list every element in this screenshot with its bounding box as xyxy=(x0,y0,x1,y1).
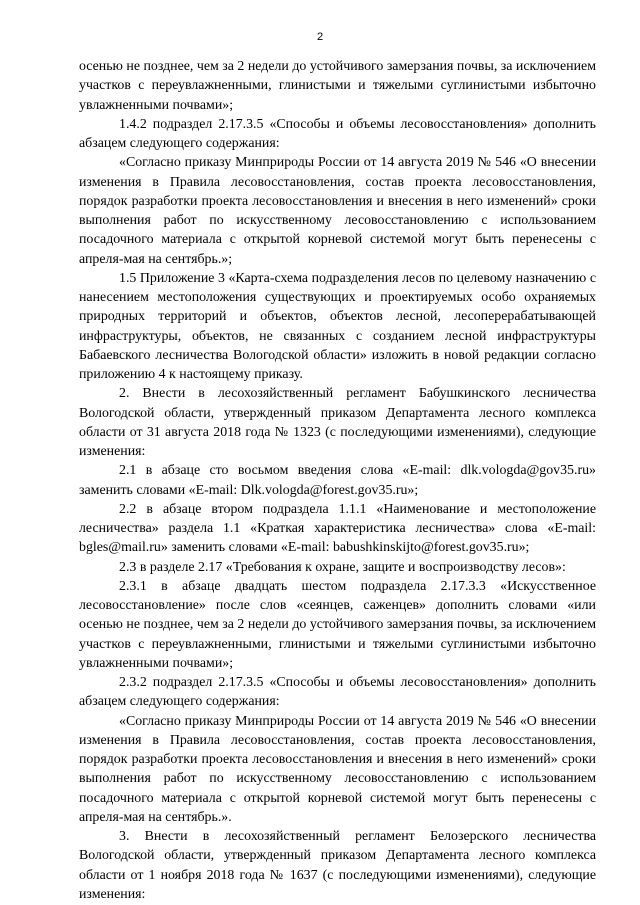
paragraph: 2.2 в абзаце втором подраздела 1.1.1 «Наименование и местоположение лесничества» раздела 1.1 «Краткая характеристика лесничества» слова «E-mail: bgles@mail.ru» заменить словами «E-mail: babushkinskijto@forest.gov35.ru»; xyxy=(79,501,596,556)
paragraph: 2.3.1 в абзаце двадцать шестом подраздела 2.17.3.3 «Искусственное лесовосстановление» после слов «сеянцев, саженцев» дополнить словами «или осенью не позднее, чем за 2 недели до устойчивого замерзания почвы, за исключением участков с переувлажненными, глинистыми и тяжелыми суглинистыми избыточно увлажненными почвами»; xyxy=(79,578,596,671)
paragraph: «Согласно приказу Минприроды России от 14 августа 2019 № 546 «О внесении изменения в Правила лесовосстановления, состав проекта лесовосстановления, порядок разработки проекта лесовосстановления и внесения в него изменений» сроки выполнения работ по искусственному лесовосстановлению с использованием посадочного материала с открытой корневой системой могут быть перенесены с апреля-мая на сентябрь.»; xyxy=(79,155,596,267)
page-number: 2 xyxy=(316,31,324,43)
paragraph: 2.1 в абзаце сто восьмом введения слова «E-mail: dlk.vologda@gov35.ru» заменить словами «E-mail: Dlk.vologda@forest.gov35.ru»; xyxy=(79,463,596,498)
paragraph: 2. Внести в лесохозяйственный регламент Бабушкинского лесничества Вологодской области, утвержденный приказом Департамента лесного комплекса области от 31 августа 2018 года № 1323 (с последующими изменениями), следующие изменения: xyxy=(79,386,596,459)
paragraph: «Согласно приказу Минприроды России от 14 августа 2019 № 546 «О внесении изменения в Правила лесовосстановления, состав проекта лесовосстановления, порядок разработки проекта лесовосстановления и внесения в него изменений» сроки выполнения работ по искусственному лесовосстановлению с использованием посадочного материала с открытой корневой системой могут быть перенесены с апреля-мая на сентябрь.». xyxy=(79,713,596,825)
paragraph: 1.4.2 подраздел 2.17.3.5 «Способы и объемы лесовосстановления» дополнить абзацем следующего содержания: xyxy=(79,116,596,151)
paragraph: 2.3 в разделе 2.17 «Требования к охране, защите и воспроизводству лесов»: xyxy=(119,559,566,575)
paragraph: 2.3.2 подраздел 2.17.3.5 «Способы и объемы лесовосстановления» дополнить абзацем следующего содержания: xyxy=(79,675,596,710)
paragraph: 1.5 Приложение 3 «Карта-схема подразделения лесов по целевому назначению с нанесением местоположения существующих и проектируемых особо охраняемых природных территорий и объектов, объектов лесной, лесоперерабатывающей инфраструктуры, объектов, не связанных с созданием лесной инфраструктуры Бабаевского лесничества Вологодской области» изложить в новой редакции согласно приложению 4 к настоящему приказу. xyxy=(79,270,596,382)
document-body xyxy=(79,57,596,904)
paragraph: осенью не позднее, чем за 2 недели до устойчивого замерзания почвы, за исключением участков с переувлажненными, глинистыми и тяжелыми суглинистыми избыточно увлажненными почвами»; xyxy=(79,59,596,113)
paragraph: 3. Внести в лесохозяйственный регламент Белозерского лесничества Вологодской области, утвержденный приказом Департамента лесного комплекса области от 1 ноября 2018 года № 1637 (с последующими изменениями), следующие изменения: xyxy=(79,829,596,902)
